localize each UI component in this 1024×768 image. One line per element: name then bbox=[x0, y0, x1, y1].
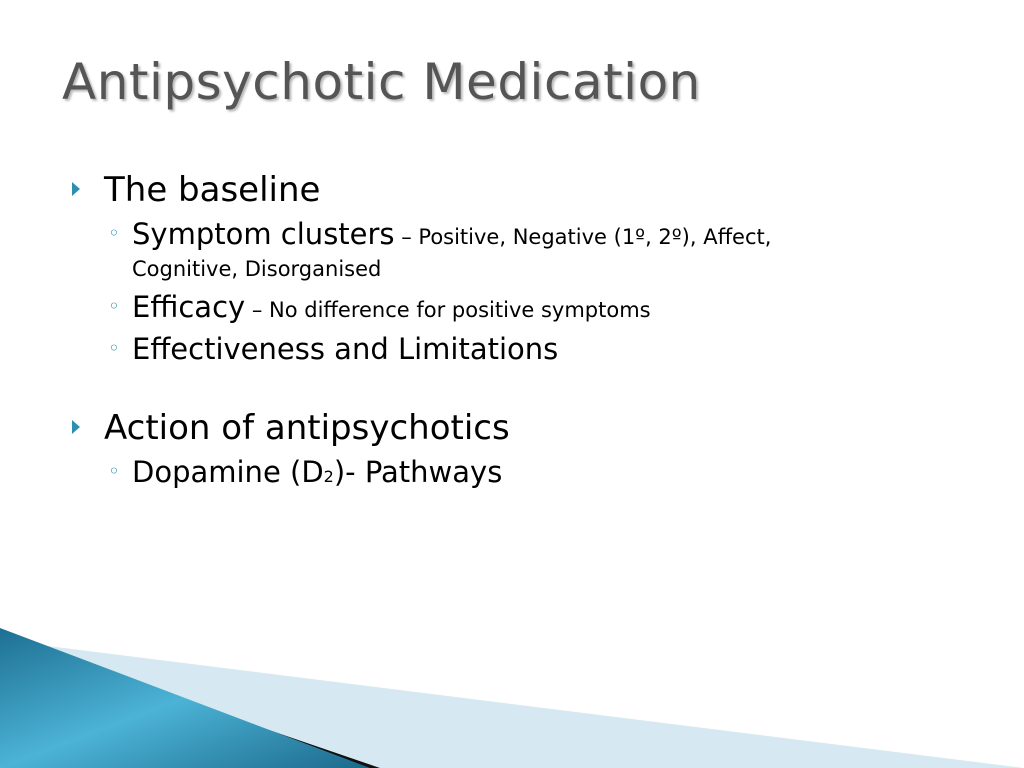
sub-bullet-label: Symptom clusters bbox=[132, 217, 395, 252]
circle-bullet-icon: ◦ bbox=[108, 335, 120, 360]
sub-bullet-dopamine bbox=[72, 456, 892, 489]
sub-bullet-effectiveness bbox=[72, 333, 892, 366]
section-heading: Action of antipsychotics bbox=[104, 408, 510, 449]
bullet-section-action bbox=[72, 406, 892, 450]
circle-bullet-icon: ◦ bbox=[108, 459, 120, 484]
subscript: 2 bbox=[323, 467, 334, 487]
circle-bullet-icon: ◦ bbox=[108, 294, 120, 319]
circle-bullet-icon: ◦ bbox=[108, 221, 120, 246]
slide-body bbox=[72, 168, 892, 490]
slide-title: Antipsychotic Medication bbox=[62, 53, 701, 111]
sub-bullet-detail-continued: Cognitive, Disorganised bbox=[132, 256, 382, 281]
sub-bullet-label: Efficacy bbox=[132, 290, 246, 325]
triangle-bullet-icon bbox=[72, 182, 80, 196]
decorative-wave bbox=[0, 628, 1024, 768]
triangle-bullet-icon bbox=[72, 420, 80, 434]
sub-bullet-detail: – No difference for positive symptoms bbox=[245, 298, 651, 323]
sub-bullet-label: Effectiveness and Limitations bbox=[132, 331, 559, 366]
section-heading: The baseline bbox=[104, 170, 321, 210]
sub-bullet-efficacy bbox=[72, 291, 892, 327]
sub-bullet-detail: – Positive, Negative (1º, 2º), Affect, bbox=[394, 225, 772, 250]
sub-bullet-symptom-clusters bbox=[72, 218, 892, 285]
bullet-section-baseline bbox=[72, 168, 892, 212]
sub-bullet-label: Dopamine (D2)- Pathways bbox=[132, 455, 503, 490]
